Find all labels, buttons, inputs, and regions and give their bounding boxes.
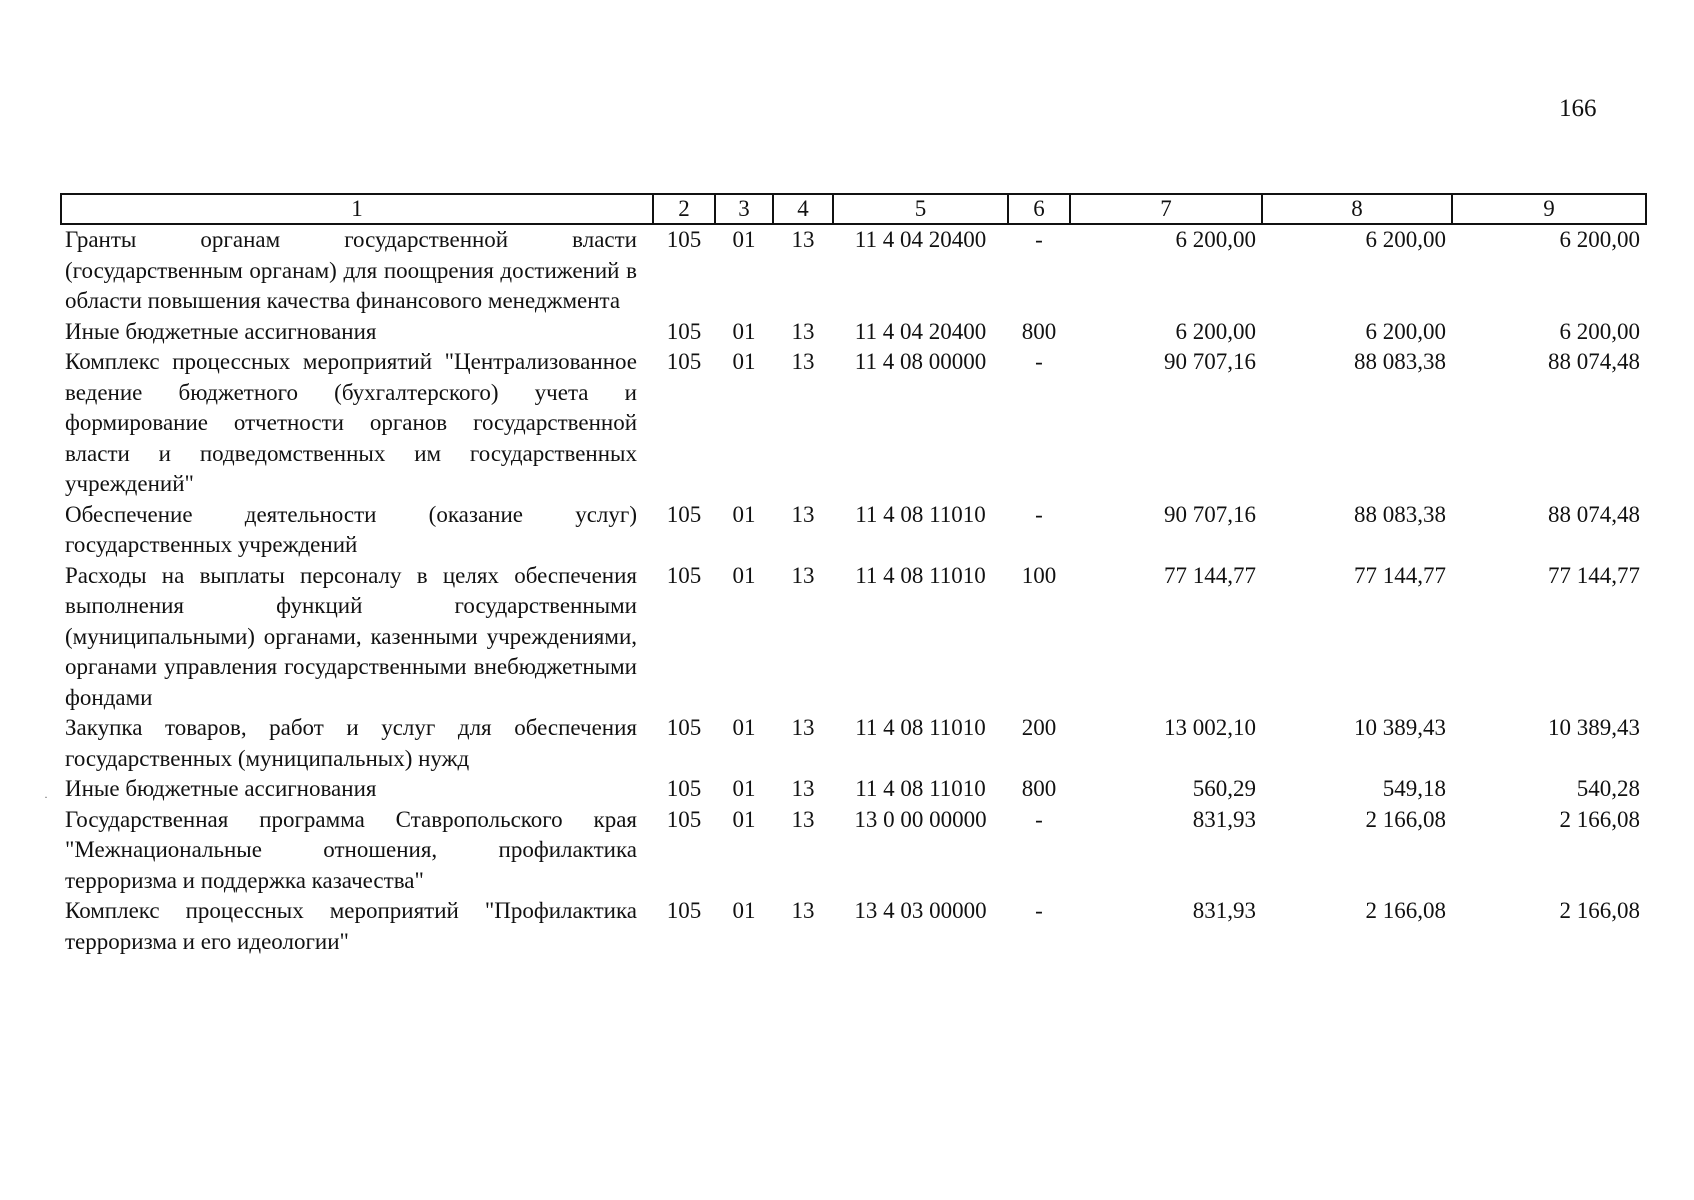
cell-section: 01 — [732, 715, 756, 740]
cell-subsection: 13 — [791, 349, 815, 374]
cell-ministry-code: 105 — [666, 318, 702, 344]
budget-table — [60, 193, 1647, 957]
cell-ministry-code: 105 — [666, 227, 702, 252]
cell-target-article: 11 4 04 20400 — [854, 227, 987, 252]
row-description: Расходы на выплаты персоналу в целях обеспечения выполнения функций государственными (муниципальными) органами, казенными учреждениями, органами управления государственными внебюджетными фондами — [65, 562, 637, 710]
cell-expense-type: 200 — [1021, 715, 1057, 740]
cell-amount-8: 549,18 — [1382, 776, 1446, 801]
cell-amount-7: 560,29 — [1192, 776, 1256, 801]
cell-amount-8: 2 166,08 — [1365, 898, 1446, 923]
column-header: 2 — [653, 194, 715, 224]
row-description: Иные бюджетные ассигнования — [65, 318, 377, 344]
cell-expense-type: 800 — [1021, 776, 1057, 801]
cell-amount-9: 88 074,48 — [1548, 349, 1640, 374]
table-row — [61, 500, 1646, 561]
cell-section: 01 — [732, 562, 756, 588]
cell-amount-9: 10 389,43 — [1548, 715, 1640, 740]
cell-amount-7: 831,93 — [1192, 898, 1256, 923]
cell-ministry-code: 105 — [666, 776, 702, 801]
cell-section: 01 — [732, 501, 756, 527]
cell-section: 01 — [732, 227, 756, 252]
cell-amount-8: 88 083,38 — [1354, 349, 1446, 374]
cell-target-article: 13 0 00 00000 — [854, 806, 987, 832]
cell-amount-9: 77 144,77 — [1548, 562, 1640, 588]
cell-subsection: 13 — [791, 715, 815, 740]
cell-ministry-code: 105 — [666, 501, 702, 527]
cell-ministry-code: 105 — [666, 898, 702, 923]
table-row — [61, 561, 1646, 714]
column-header: 1 — [61, 194, 653, 224]
cell-expense-type: - — [1035, 349, 1043, 374]
cell-subsection: 13 — [791, 562, 815, 588]
header-row — [61, 194, 1646, 224]
column-header: 6 — [1008, 194, 1070, 224]
cell-target-article: 11 4 08 11010 — [855, 715, 986, 740]
page-number: 166 — [1559, 95, 1597, 122]
cell-amount-7: 6 200,00 — [1175, 318, 1256, 344]
table-row — [61, 317, 1646, 348]
cell-expense-type: - — [1035, 501, 1043, 527]
cell-target-article: 11 4 08 00000 — [854, 349, 987, 374]
column-header: 9 — [1452, 194, 1646, 224]
cell-amount-8: 2 166,08 — [1365, 806, 1446, 832]
cell-section: 01 — [732, 776, 756, 801]
cell-ministry-code: 105 — [666, 715, 702, 740]
cell-target-article: 11 4 08 11010 — [855, 501, 986, 527]
column-header: 7 — [1070, 194, 1262, 224]
cell-subsection: 13 — [791, 227, 815, 252]
cell-target-article: 11 4 04 20400 — [854, 318, 987, 344]
cell-expense-type: - — [1035, 898, 1043, 923]
row-description: Обеспечение деятельности (оказание услуг) государственных учреждений — [65, 501, 637, 557]
cell-amount-9: 2 166,08 — [1559, 898, 1640, 923]
row-description: Комплекс процессных мероприятий "Централизованное ведение бюджетного (бухгалтерского) учета и формирование отчетности органов государственной власти и подведомственных им государственных учреждений" — [65, 349, 637, 496]
cell-amount-8: 88 083,38 — [1354, 501, 1446, 527]
table-row — [61, 896, 1646, 957]
cell-ministry-code: 105 — [666, 806, 702, 832]
cell-section: 01 — [732, 318, 756, 344]
cell-subsection: 13 — [791, 776, 815, 801]
column-header: 5 — [833, 194, 1008, 224]
cell-amount-8: 6 200,00 — [1365, 318, 1446, 344]
cell-amount-8: 77 144,77 — [1354, 562, 1446, 588]
cell-expense-type: - — [1035, 227, 1043, 252]
row-description: Комплекс процессных мероприятий "Профилактика терроризма и его идеологии" — [65, 898, 637, 954]
column-header: 4 — [773, 194, 833, 224]
cell-section: 01 — [732, 806, 756, 832]
cell-subsection: 13 — [791, 806, 815, 832]
cell-amount-9: 2 166,08 — [1559, 806, 1640, 832]
cell-amount-8: 6 200,00 — [1365, 227, 1446, 252]
cell-amount-9: 540,28 — [1576, 776, 1640, 801]
table-row — [61, 805, 1646, 897]
column-header: 3 — [715, 194, 773, 224]
cell-amount-7: 90 707,16 — [1164, 501, 1256, 527]
row-description: Государственная программа Ставропольского края "Межнациональные отношения, профилактика терроризма и поддержка казачества" — [65, 806, 637, 893]
table-header — [61, 194, 1646, 224]
column-header: 8 — [1262, 194, 1452, 224]
cell-target-article: 13 4 03 00000 — [854, 898, 987, 923]
cell-amount-7: 6 200,00 — [1175, 227, 1256, 252]
cell-amount-7: 77 144,77 — [1164, 562, 1256, 588]
row-description: Иные бюджетные ассигнования — [65, 776, 377, 801]
cell-expense-type: 800 — [1021, 318, 1057, 344]
table-row — [61, 224, 1646, 317]
cell-amount-9: 88 074,48 — [1548, 501, 1640, 527]
cell-amount-7: 13 002,10 — [1164, 715, 1256, 740]
cell-amount-7: 90 707,16 — [1164, 349, 1256, 374]
cell-ministry-code: 105 — [666, 562, 702, 588]
scan-artifact-dot: · — [44, 790, 48, 804]
cell-section: 01 — [732, 898, 756, 923]
cell-expense-type: 100 — [1021, 562, 1057, 588]
table-row — [61, 774, 1646, 805]
cell-target-article: 11 4 08 11010 — [855, 776, 986, 801]
cell-amount-8: 10 389,43 — [1354, 715, 1446, 740]
table-body — [61, 224, 1646, 957]
cell-amount-7: 831,93 — [1192, 806, 1256, 832]
cell-subsection: 13 — [791, 898, 815, 923]
cell-ministry-code: 105 — [666, 349, 702, 374]
cell-target-article: 11 4 08 11010 — [855, 562, 986, 588]
row-description: Гранты органам государственной власти (государственным органам) для поощрения достижений в области повышения качества финансового менеджмента — [65, 227, 637, 313]
cell-subsection: 13 — [791, 318, 815, 344]
cell-amount-9: 6 200,00 — [1559, 227, 1640, 252]
cell-subsection: 13 — [791, 501, 815, 527]
table-row — [61, 713, 1646, 774]
cell-amount-9: 6 200,00 — [1559, 318, 1640, 344]
cell-section: 01 — [732, 349, 756, 374]
table-row — [61, 347, 1646, 500]
row-description: Закупка товаров, работ и услуг для обеспечения государственных (муниципальных) нужд — [65, 715, 637, 771]
cell-expense-type: - — [1035, 806, 1043, 832]
